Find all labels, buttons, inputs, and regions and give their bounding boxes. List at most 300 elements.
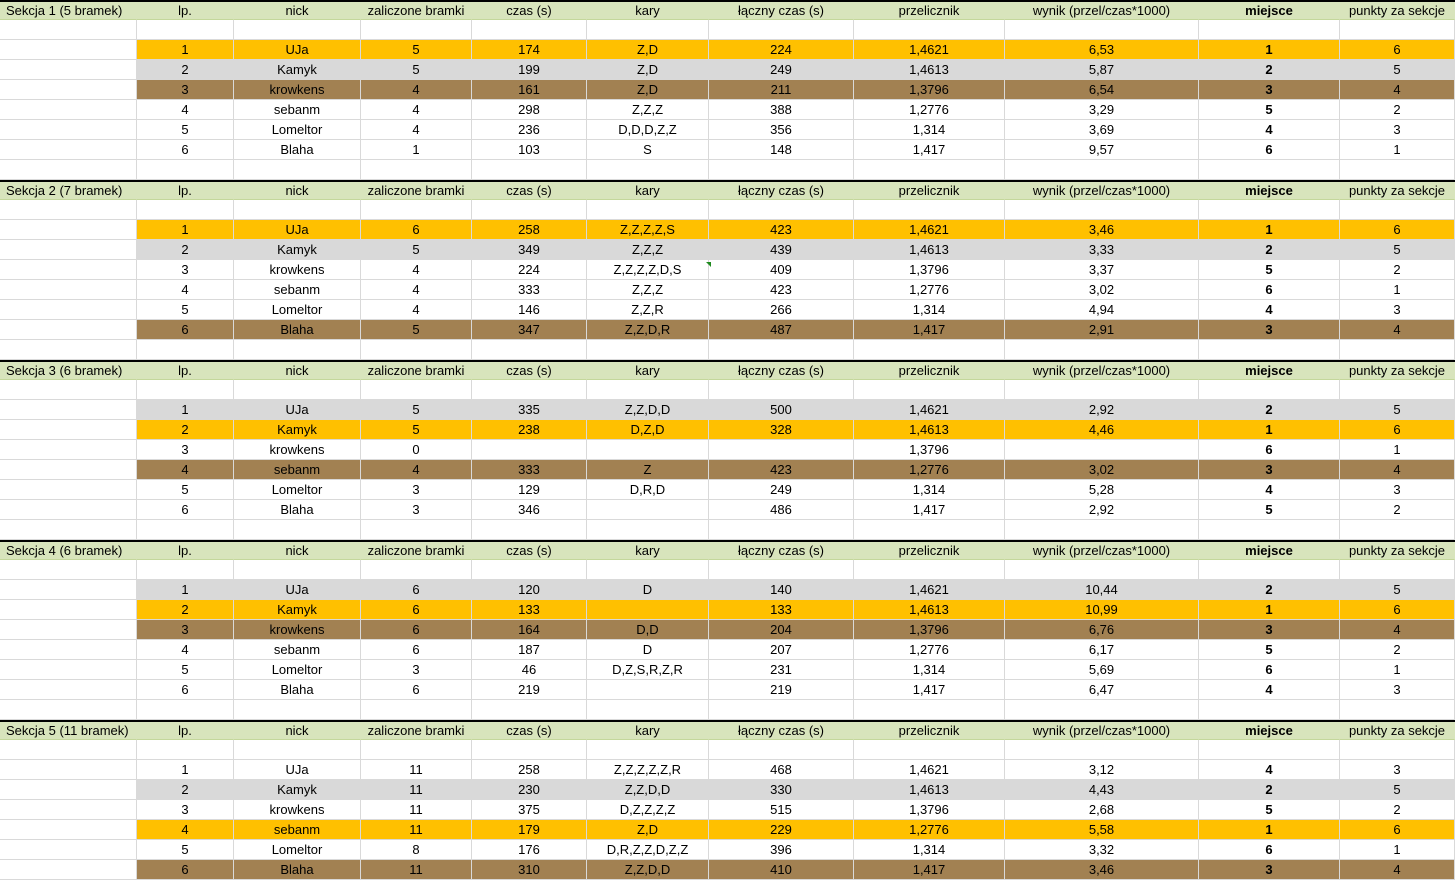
factor-cell[interactable]: 1,4613 (854, 780, 1005, 800)
empty-cell[interactable] (0, 620, 137, 640)
points-cell[interactable]: 3 (1340, 480, 1455, 500)
empty-cell[interactable] (472, 700, 587, 720)
empty-cell[interactable] (361, 200, 472, 220)
score-cell[interactable] (1005, 440, 1199, 460)
empty-cell[interactable] (0, 780, 137, 800)
nick-cell[interactable]: Lomeltor (234, 120, 361, 140)
place-cell[interactable]: 6 (1199, 280, 1340, 300)
penalties-cell[interactable]: D,R,D (587, 480, 709, 500)
empty-cell[interactable] (587, 520, 709, 540)
nick-cell[interactable]: sebanm (234, 460, 361, 480)
total-time-cell[interactable] (709, 440, 854, 460)
total-time-cell[interactable]: 409 (709, 260, 854, 280)
section-title[interactable]: Sekcja 2 (7 bramek) (0, 182, 137, 200)
empty-cell[interactable] (0, 460, 137, 480)
points-cell[interactable]: 2 (1340, 800, 1455, 820)
lp-header[interactable]: lp. (137, 362, 234, 380)
total-time-cell[interactable]: 356 (709, 120, 854, 140)
nick-cell[interactable]: sebanm (234, 100, 361, 120)
points-cell[interactable]: 4 (1340, 460, 1455, 480)
place-cell[interactable]: 2 (1199, 240, 1340, 260)
factor-cell[interactable]: 1,417 (854, 140, 1005, 160)
empty-cell[interactable] (854, 20, 1005, 40)
empty-cell[interactable] (0, 660, 137, 680)
nick-cell[interactable]: krowkens (234, 80, 361, 100)
points-cell[interactable]: 5 (1340, 580, 1455, 600)
penalties-cell[interactable]: D,R,Z,Z,D,Z,Z (587, 840, 709, 860)
lp-cell[interactable]: 2 (137, 240, 234, 260)
penalties-cell[interactable]: Z,Z,Z (587, 280, 709, 300)
total-time-cell[interactable]: 439 (709, 240, 854, 260)
empty-cell[interactable] (709, 520, 854, 540)
empty-cell[interactable] (854, 160, 1005, 180)
lp-cell[interactable]: 3 (137, 260, 234, 280)
nick-cell[interactable]: Blaha (234, 140, 361, 160)
nick-cell[interactable]: UJa (234, 40, 361, 60)
nick-cell[interactable]: krowkens (234, 800, 361, 820)
place-cell[interactable]: 2 (1199, 580, 1340, 600)
empty-cell[interactable] (0, 760, 137, 780)
empty-cell[interactable] (854, 700, 1005, 720)
empty-cell[interactable] (1340, 160, 1455, 180)
empty-cell[interactable] (1199, 20, 1340, 40)
empty-cell[interactable] (0, 300, 137, 320)
penalties-cell[interactable]: Z,Z,Z (587, 240, 709, 260)
lp-cell[interactable]: 6 (137, 320, 234, 340)
empty-cell[interactable] (137, 160, 234, 180)
empty-cell[interactable] (137, 520, 234, 540)
points-cell[interactable]: 5 (1340, 400, 1455, 420)
place-cell[interactable]: 6 (1199, 140, 1340, 160)
empty-cell[interactable] (0, 640, 137, 660)
empty-cell[interactable] (709, 380, 854, 400)
empty-cell[interactable] (709, 340, 854, 360)
score-cell[interactable]: 4,43 (1005, 780, 1199, 800)
time-cell[interactable]: 346 (472, 500, 587, 520)
penalties-cell[interactable]: D,Z,D (587, 420, 709, 440)
gates-cell[interactable]: 5 (361, 400, 472, 420)
time-header[interactable]: czas (s) (472, 542, 587, 560)
time-cell[interactable]: 258 (472, 760, 587, 780)
factor-cell[interactable]: 1,4613 (854, 240, 1005, 260)
factor-cell[interactable]: 1,3796 (854, 620, 1005, 640)
score-cell[interactable]: 3,12 (1005, 760, 1199, 780)
empty-cell[interactable] (361, 380, 472, 400)
gates-cell[interactable]: 11 (361, 760, 472, 780)
score-cell[interactable]: 3,29 (1005, 100, 1199, 120)
place-cell[interactable]: 3 (1199, 80, 1340, 100)
score-cell[interactable]: 6,54 (1005, 80, 1199, 100)
empty-cell[interactable] (472, 340, 587, 360)
empty-cell[interactable] (0, 100, 137, 120)
lp-cell[interactable]: 1 (137, 40, 234, 60)
penalties-cell[interactable] (587, 600, 709, 620)
empty-cell[interactable] (234, 740, 361, 760)
time-cell[interactable]: 224 (472, 260, 587, 280)
empty-cell[interactable] (472, 740, 587, 760)
empty-cell[interactable] (361, 20, 472, 40)
time-cell[interactable]: 238 (472, 420, 587, 440)
empty-cell[interactable] (234, 560, 361, 580)
factor-cell[interactable]: 1,2776 (854, 100, 1005, 120)
factor-cell[interactable]: 1,4613 (854, 420, 1005, 440)
score-cell[interactable]: 3,02 (1005, 280, 1199, 300)
lp-cell[interactable]: 2 (137, 420, 234, 440)
empty-cell[interactable] (1005, 560, 1199, 580)
empty-cell[interactable] (361, 700, 472, 720)
nick-cell[interactable]: Kamyk (234, 780, 361, 800)
gates-cell[interactable]: 1 (361, 140, 472, 160)
score-cell[interactable]: 2,92 (1005, 400, 1199, 420)
points-header[interactable]: punkty za sekcje (1340, 542, 1455, 560)
gates-cell[interactable]: 5 (361, 40, 472, 60)
place-cell[interactable]: 4 (1199, 680, 1340, 700)
empty-cell[interactable] (1340, 700, 1455, 720)
points-cell[interactable]: 6 (1340, 220, 1455, 240)
lp-cell[interactable]: 5 (137, 840, 234, 860)
gates-cell[interactable]: 4 (361, 100, 472, 120)
empty-cell[interactable] (587, 160, 709, 180)
empty-cell[interactable] (587, 380, 709, 400)
empty-cell[interactable] (0, 600, 137, 620)
total-time-cell[interactable]: 224 (709, 40, 854, 60)
empty-cell[interactable] (1005, 740, 1199, 760)
nick-cell[interactable]: sebanm (234, 640, 361, 660)
gates-cell[interactable]: 11 (361, 780, 472, 800)
score-cell[interactable]: 5,58 (1005, 820, 1199, 840)
time-cell[interactable]: 46 (472, 660, 587, 680)
empty-cell[interactable] (0, 120, 137, 140)
time-cell[interactable]: 258 (472, 220, 587, 240)
penalties-header[interactable]: kary (587, 2, 709, 20)
total-time-header[interactable]: łączny czas (s) (709, 182, 854, 200)
lp-cell[interactable]: 5 (137, 300, 234, 320)
total-time-cell[interactable]: 231 (709, 660, 854, 680)
score-cell[interactable]: 10,99 (1005, 600, 1199, 620)
empty-cell[interactable] (1199, 200, 1340, 220)
lp-cell[interactable]: 5 (137, 120, 234, 140)
empty-cell[interactable] (1005, 20, 1199, 40)
points-cell[interactable]: 3 (1340, 760, 1455, 780)
gates-cell[interactable]: 5 (361, 420, 472, 440)
score-cell[interactable]: 3,37 (1005, 260, 1199, 280)
time-cell[interactable]: 120 (472, 580, 587, 600)
place-cell[interactable]: 1 (1199, 420, 1340, 440)
empty-cell[interactable] (587, 340, 709, 360)
empty-cell[interactable] (1199, 520, 1340, 540)
empty-cell[interactable] (854, 340, 1005, 360)
factor-cell[interactable]: 1,3796 (854, 80, 1005, 100)
gates-cell[interactable]: 3 (361, 480, 472, 500)
section-title[interactable]: Sekcja 1 (5 bramek) (0, 2, 137, 20)
empty-cell[interactable] (0, 140, 137, 160)
empty-cell[interactable] (1340, 20, 1455, 40)
lp-cell[interactable]: 4 (137, 280, 234, 300)
score-cell[interactable]: 3,02 (1005, 460, 1199, 480)
factor-header[interactable]: przelicznik (854, 182, 1005, 200)
gates-cell[interactable]: 6 (361, 680, 472, 700)
points-cell[interactable]: 3 (1340, 120, 1455, 140)
lp-cell[interactable]: 1 (137, 220, 234, 240)
empty-cell[interactable] (0, 20, 137, 40)
points-cell[interactable]: 1 (1340, 140, 1455, 160)
gates-cell[interactable]: 3 (361, 660, 472, 680)
penalties-cell[interactable]: D (587, 580, 709, 600)
empty-cell[interactable] (587, 560, 709, 580)
empty-cell[interactable] (0, 860, 137, 880)
gates-header[interactable]: zaliczone bramki (361, 722, 472, 740)
empty-cell[interactable] (709, 700, 854, 720)
total-time-cell[interactable]: 249 (709, 60, 854, 80)
gates-header[interactable]: zaliczone bramki (361, 542, 472, 560)
lp-cell[interactable]: 3 (137, 80, 234, 100)
comment-indicator-icon[interactable] (706, 262, 711, 267)
place-cell[interactable]: 5 (1199, 500, 1340, 520)
time-cell[interactable]: 161 (472, 80, 587, 100)
gates-cell[interactable]: 6 (361, 220, 472, 240)
nick-cell[interactable]: UJa (234, 220, 361, 240)
score-cell[interactable]: 2,91 (1005, 320, 1199, 340)
time-cell[interactable]: 199 (472, 60, 587, 80)
gates-cell[interactable]: 5 (361, 240, 472, 260)
time-cell[interactable]: 146 (472, 300, 587, 320)
total-time-cell[interactable]: 140 (709, 580, 854, 600)
score-cell[interactable]: 6,76 (1005, 620, 1199, 640)
empty-cell[interactable] (0, 500, 137, 520)
factor-header[interactable]: przelicznik (854, 362, 1005, 380)
penalties-cell[interactable]: D (587, 640, 709, 660)
empty-cell[interactable] (0, 700, 137, 720)
factor-cell[interactable]: 1,314 (854, 840, 1005, 860)
penalties-cell[interactable]: D,Z,S,R,Z,R (587, 660, 709, 680)
time-header[interactable]: czas (s) (472, 182, 587, 200)
score-cell[interactable]: 3,33 (1005, 240, 1199, 260)
place-cell[interactable]: 2 (1199, 780, 1340, 800)
penalties-cell[interactable]: Z,Z,D,D (587, 780, 709, 800)
place-cell[interactable]: 2 (1199, 60, 1340, 80)
place-cell[interactable]: 5 (1199, 100, 1340, 120)
score-cell[interactable]: 5,87 (1005, 60, 1199, 80)
points-cell[interactable]: 3 (1340, 680, 1455, 700)
empty-cell[interactable] (0, 800, 137, 820)
score-cell[interactable]: 9,57 (1005, 140, 1199, 160)
time-header[interactable]: czas (s) (472, 362, 587, 380)
penalties-cell[interactable]: Z,D (587, 60, 709, 80)
nick-cell[interactable]: Lomeltor (234, 840, 361, 860)
empty-cell[interactable] (587, 700, 709, 720)
total-time-header[interactable]: łączny czas (s) (709, 542, 854, 560)
penalties-cell[interactable]: Z,D (587, 80, 709, 100)
lp-header[interactable]: lp. (137, 542, 234, 560)
total-time-cell[interactable]: 229 (709, 820, 854, 840)
empty-cell[interactable] (0, 480, 137, 500)
place-cell[interactable]: 5 (1199, 260, 1340, 280)
total-time-cell[interactable]: 423 (709, 280, 854, 300)
empty-cell[interactable] (0, 580, 137, 600)
empty-cell[interactable] (472, 560, 587, 580)
empty-cell[interactable] (1005, 520, 1199, 540)
gates-cell[interactable]: 4 (361, 280, 472, 300)
place-header[interactable]: miejsce (1199, 722, 1340, 740)
points-cell[interactable]: 5 (1340, 60, 1455, 80)
factor-cell[interactable]: 1,2776 (854, 820, 1005, 840)
points-cell[interactable]: 4 (1340, 860, 1455, 880)
nick-cell[interactable]: sebanm (234, 820, 361, 840)
place-cell[interactable]: 1 (1199, 820, 1340, 840)
empty-cell[interactable] (0, 320, 137, 340)
lp-cell[interactable]: 5 (137, 660, 234, 680)
factor-cell[interactable]: 1,417 (854, 680, 1005, 700)
empty-cell[interactable] (1005, 700, 1199, 720)
factor-header[interactable]: przelicznik (854, 542, 1005, 560)
empty-cell[interactable] (587, 200, 709, 220)
gates-cell[interactable]: 0 (361, 440, 472, 460)
factor-cell[interactable]: 1,417 (854, 320, 1005, 340)
score-cell[interactable]: 6,53 (1005, 40, 1199, 60)
nick-cell[interactable]: Blaha (234, 320, 361, 340)
total-time-cell[interactable]: 204 (709, 620, 854, 640)
place-cell[interactable]: 6 (1199, 840, 1340, 860)
place-cell[interactable]: 4 (1199, 480, 1340, 500)
points-cell[interactable]: 1 (1340, 840, 1455, 860)
penalties-header[interactable]: kary (587, 182, 709, 200)
total-time-cell[interactable]: 207 (709, 640, 854, 660)
lp-cell[interactable]: 2 (137, 600, 234, 620)
empty-cell[interactable] (0, 200, 137, 220)
empty-cell[interactable] (361, 340, 472, 360)
gates-cell[interactable]: 6 (361, 640, 472, 660)
place-cell[interactable]: 3 (1199, 320, 1340, 340)
points-cell[interactable]: 4 (1340, 80, 1455, 100)
empty-cell[interactable] (472, 200, 587, 220)
place-cell[interactable]: 6 (1199, 660, 1340, 680)
points-cell[interactable]: 4 (1340, 620, 1455, 640)
score-cell[interactable]: 3,46 (1005, 220, 1199, 240)
empty-cell[interactable] (0, 740, 137, 760)
factor-cell[interactable]: 1,3796 (854, 800, 1005, 820)
penalties-cell[interactable]: Z,D (587, 40, 709, 60)
empty-cell[interactable] (1340, 200, 1455, 220)
empty-cell[interactable] (1340, 740, 1455, 760)
empty-cell[interactable] (234, 380, 361, 400)
nick-header[interactable]: nick (234, 362, 361, 380)
empty-cell[interactable] (0, 680, 137, 700)
gates-cell[interactable]: 4 (361, 300, 472, 320)
place-cell[interactable]: 5 (1199, 640, 1340, 660)
empty-cell[interactable] (361, 560, 472, 580)
total-time-cell[interactable]: 328 (709, 420, 854, 440)
empty-cell[interactable] (1005, 160, 1199, 180)
empty-cell[interactable] (0, 820, 137, 840)
empty-cell[interactable] (854, 520, 1005, 540)
empty-cell[interactable] (0, 840, 137, 860)
nick-header[interactable]: nick (234, 182, 361, 200)
empty-cell[interactable] (472, 520, 587, 540)
nick-cell[interactable]: krowkens (234, 260, 361, 280)
empty-cell[interactable] (0, 80, 137, 100)
penalties-cell[interactable]: Z (587, 460, 709, 480)
lp-cell[interactable]: 3 (137, 620, 234, 640)
penalties-cell[interactable] (587, 440, 709, 460)
empty-cell[interactable] (0, 220, 137, 240)
gates-cell[interactable]: 6 (361, 580, 472, 600)
empty-cell[interactable] (137, 560, 234, 580)
points-cell[interactable]: 1 (1340, 660, 1455, 680)
empty-cell[interactable] (1199, 740, 1340, 760)
empty-cell[interactable] (1199, 700, 1340, 720)
score-header[interactable]: wynik (przel/czas*1000) (1005, 542, 1199, 560)
total-time-cell[interactable]: 211 (709, 80, 854, 100)
total-time-cell[interactable]: 515 (709, 800, 854, 820)
penalties-cell[interactable]: D,D,D,Z,Z (587, 120, 709, 140)
time-cell[interactable]: 179 (472, 820, 587, 840)
empty-cell[interactable] (709, 740, 854, 760)
points-cell[interactable]: 6 (1340, 420, 1455, 440)
empty-cell[interactable] (234, 200, 361, 220)
empty-cell[interactable] (1005, 380, 1199, 400)
factor-cell[interactable]: 1,4621 (854, 580, 1005, 600)
nick-cell[interactable]: Blaha (234, 860, 361, 880)
empty-cell[interactable] (854, 740, 1005, 760)
time-cell[interactable]: 333 (472, 460, 587, 480)
points-header[interactable]: punkty za sekcje (1340, 182, 1455, 200)
penalties-cell[interactable]: D,D (587, 620, 709, 640)
factor-cell[interactable]: 1,4621 (854, 400, 1005, 420)
factor-cell[interactable]: 1,4613 (854, 60, 1005, 80)
empty-cell[interactable] (587, 20, 709, 40)
time-cell[interactable]: 187 (472, 640, 587, 660)
empty-cell[interactable] (234, 520, 361, 540)
factor-cell[interactable]: 1,4621 (854, 760, 1005, 780)
empty-cell[interactable] (472, 160, 587, 180)
score-header[interactable]: wynik (przel/czas*1000) (1005, 2, 1199, 20)
points-cell[interactable]: 2 (1340, 260, 1455, 280)
place-cell[interactable]: 1 (1199, 600, 1340, 620)
time-cell[interactable] (472, 440, 587, 460)
empty-cell[interactable] (137, 740, 234, 760)
time-cell[interactable]: 298 (472, 100, 587, 120)
empty-cell[interactable] (1005, 200, 1199, 220)
score-cell[interactable]: 3,46 (1005, 860, 1199, 880)
points-cell[interactable]: 6 (1340, 600, 1455, 620)
section-title[interactable]: Sekcja 4 (6 bramek) (0, 542, 137, 560)
score-cell[interactable]: 3,69 (1005, 120, 1199, 140)
nick-cell[interactable]: UJa (234, 580, 361, 600)
place-header[interactable]: miejsce (1199, 542, 1340, 560)
place-cell[interactable]: 5 (1199, 800, 1340, 820)
penalties-header[interactable]: kary (587, 722, 709, 740)
time-cell[interactable]: 133 (472, 600, 587, 620)
nick-header[interactable]: nick (234, 722, 361, 740)
lp-cell[interactable]: 6 (137, 500, 234, 520)
factor-cell[interactable]: 1,3796 (854, 440, 1005, 460)
total-time-cell[interactable]: 133 (709, 600, 854, 620)
factor-cell[interactable]: 1,314 (854, 120, 1005, 140)
nick-cell[interactable]: Blaha (234, 680, 361, 700)
total-time-cell[interactable]: 410 (709, 860, 854, 880)
lp-cell[interactable]: 6 (137, 680, 234, 700)
place-cell[interactable]: 3 (1199, 460, 1340, 480)
empty-cell[interactable] (361, 520, 472, 540)
empty-cell[interactable] (1199, 340, 1340, 360)
factor-cell[interactable]: 1,417 (854, 500, 1005, 520)
place-header[interactable]: miejsce (1199, 362, 1340, 380)
empty-cell[interactable] (0, 440, 137, 460)
penalties-cell[interactable] (587, 680, 709, 700)
time-cell[interactable]: 347 (472, 320, 587, 340)
total-time-cell[interactable]: 249 (709, 480, 854, 500)
place-cell[interactable]: 3 (1199, 860, 1340, 880)
